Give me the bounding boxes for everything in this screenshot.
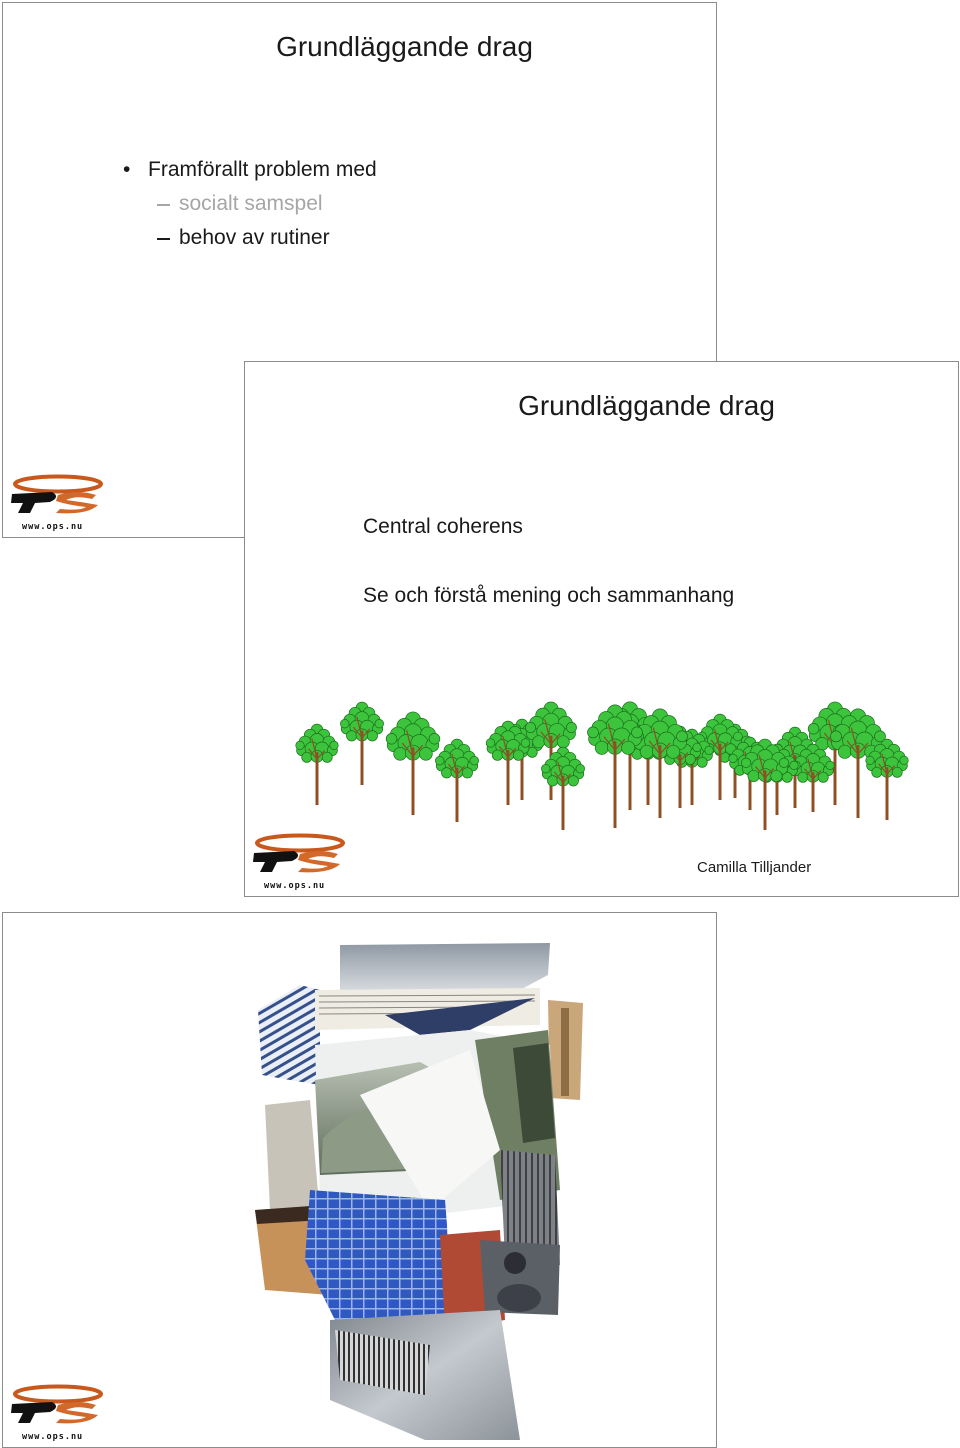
- ops-logo-icon: [8, 1383, 103, 1443]
- tree-leaf-cluster: [595, 741, 608, 754]
- tree-leaf-cluster: [705, 746, 714, 755]
- tree-leaf-cluster: [470, 756, 479, 765]
- sub-bullet-item: [3, 221, 716, 255]
- logo-text: www.ops.nu: [22, 522, 84, 532]
- tree-leaf-cluster: [872, 767, 882, 777]
- tree-leaf-cluster: [429, 733, 440, 744]
- tree-leaf-cluster: [557, 736, 569, 748]
- tree-leaf-cluster: [340, 719, 349, 728]
- tree-leaf-cluster: [790, 761, 799, 770]
- logo-text: www.ops.nu: [264, 881, 326, 891]
- tree-leaf-cluster: [693, 743, 702, 752]
- slide-title: Grundläggande drag: [518, 390, 775, 421]
- tree-icon: [386, 712, 440, 815]
- tree-trunk: [412, 747, 415, 815]
- tree-leaf-cluster: [900, 756, 909, 765]
- tree-leaf-cluster: [640, 745, 653, 758]
- collage-piece-striped-building: [258, 985, 320, 1085]
- tree-leaf-cluster: [798, 772, 808, 782]
- tree-leaf-cluster: [533, 736, 545, 748]
- slide-title: Grundläggande drag: [276, 31, 533, 62]
- tree-trunk: [812, 772, 815, 812]
- tree-leaf-cluster: [492, 750, 502, 760]
- tree-leaf-cluster: [322, 752, 332, 762]
- tree-leaf-cluster: [779, 758, 788, 767]
- tree-trunk: [886, 767, 889, 820]
- body-text-line: Central coherens: [363, 515, 523, 538]
- tree-leaf-cluster: [831, 731, 842, 742]
- tree-leaf-cluster: [525, 722, 535, 732]
- tree-leaf-cluster: [547, 776, 557, 786]
- tree-icon: [435, 739, 478, 822]
- slide-3: [2, 912, 717, 1448]
- tree-icon: [340, 702, 383, 785]
- tree-trunk: [679, 754, 682, 808]
- tree-icon: [588, 705, 643, 828]
- tree-leaf-cluster: [367, 731, 377, 741]
- tree-leaf-cluster: [346, 731, 356, 741]
- tree-leaf-cluster: [677, 731, 688, 742]
- tree-icon: [541, 747, 584, 830]
- collage-piece-wall-shadow: [561, 1008, 569, 1096]
- bullet-marker: •: [123, 158, 131, 181]
- logo-ring: [15, 477, 101, 492]
- tree-row-illustration: [285, 695, 915, 835]
- tree-leaf-cluster: [818, 772, 828, 782]
- tree-leaf-cluster: [441, 768, 451, 778]
- logo-letter-s: [56, 492, 98, 513]
- tree-trunk: [316, 752, 319, 805]
- collage-person-head: [504, 1252, 526, 1274]
- tree-leaf-cluster: [748, 770, 759, 781]
- tree-trunk: [507, 750, 510, 805]
- tree-leaf-cluster: [632, 727, 643, 738]
- sub-bullet-text: socialt samspel: [179, 192, 323, 215]
- ops-logo-icon: [8, 473, 103, 533]
- sub-bullet-text: behov av rutiner: [179, 226, 330, 249]
- logo-ring: [15, 1387, 101, 1402]
- tree-leaf-cluster: [566, 722, 576, 732]
- tree-leaf-cluster: [771, 770, 782, 781]
- tree-leaf-cluster: [330, 741, 339, 750]
- tree-trunk: [857, 745, 860, 818]
- ops-logo-icon: [250, 832, 345, 892]
- tree-icon: [296, 724, 339, 805]
- tree-leaf-cluster: [576, 764, 585, 773]
- tree-leaf-cluster: [375, 719, 384, 728]
- logo-ring: [257, 836, 343, 851]
- logo-text: www.ops.nu: [22, 1432, 84, 1442]
- logo-letter-p: [253, 851, 298, 872]
- logo-letter-s: [298, 851, 340, 872]
- tree-leaf-cluster: [892, 767, 902, 777]
- tree-trunk: [659, 745, 662, 818]
- dash-marker: [157, 204, 170, 206]
- photo-collage-image: [243, 938, 593, 1443]
- tree-leaf-cluster: [513, 750, 523, 760]
- tree-leaf-cluster: [394, 747, 407, 760]
- tree-leaf-cluster: [386, 733, 397, 744]
- tree-leaf-cluster: [733, 732, 742, 741]
- tree-leaf-cluster: [808, 723, 819, 734]
- bullet-list: [3, 153, 716, 255]
- tree-leaf-cluster: [486, 739, 495, 748]
- tree-leaf-cluster: [729, 754, 738, 763]
- body-text-line: Se och förstå mening och sammanhang: [363, 584, 735, 607]
- tree-trunk: [361, 731, 364, 785]
- dash-marker: [157, 238, 170, 240]
- logo-letter-s: [56, 1402, 98, 1423]
- tree-leaf-cluster: [541, 764, 550, 773]
- logo-letter-p: [11, 492, 56, 513]
- tree-leaf-cluster: [435, 756, 444, 765]
- tree-leaf-cluster: [838, 745, 851, 758]
- tree-leaf-cluster: [697, 757, 707, 767]
- tree-leaf-cluster: [622, 741, 635, 754]
- tree-leaf-cluster: [462, 768, 472, 778]
- sub-bullet-item: [3, 187, 716, 221]
- tree-leaf-cluster: [685, 754, 695, 764]
- author-name: Camilla Tilljander: [697, 859, 812, 876]
- tree-leaf-cluster: [667, 745, 680, 758]
- collage-person-body: [497, 1284, 541, 1312]
- tree-trunk: [719, 744, 722, 800]
- tree-leaf-cluster: [568, 776, 578, 786]
- tree-trunk: [456, 768, 459, 822]
- logo-letter-p: [11, 1402, 56, 1423]
- tree-trunk: [562, 776, 565, 830]
- tree-leaf-cluster: [521, 739, 530, 748]
- tree-trunk: [614, 741, 617, 828]
- tree-leaf-cluster: [826, 761, 835, 770]
- tree-trunk: [764, 770, 767, 830]
- bullet-item: [3, 153, 716, 187]
- tree-leaf-cluster: [296, 741, 305, 750]
- collage-piece-blue-building: [305, 1190, 455, 1330]
- tree-leaf-cluster: [741, 758, 750, 767]
- tree-leaf-cluster: [302, 752, 312, 762]
- tree-leaf-cluster: [419, 747, 432, 760]
- tree-leaf-cluster: [866, 756, 875, 765]
- bullet-text: Framförallt problem med: [148, 158, 377, 181]
- slide-2: [244, 361, 959, 897]
- tree-leaf-cluster: [588, 727, 599, 738]
